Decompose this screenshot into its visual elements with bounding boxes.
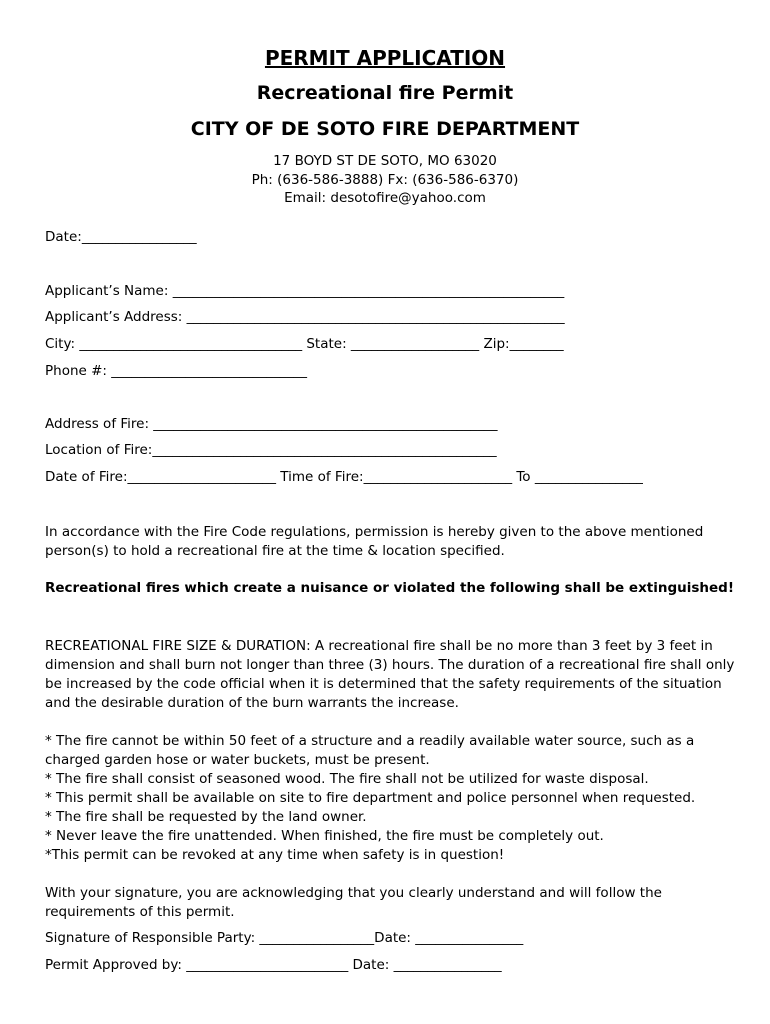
list-item: * The fire cannot be within 50 feet of a structure and a readily available water source, such as a charged garden hose or water buckets, must be present. [45,733,695,768]
list-item: *This permit can be revoked at any time when safety is in question! [45,847,505,863]
department-email: Email: desotofire@yahoo.com [284,190,486,206]
applicant-name-field[interactable]: Applicant’s Name: __________________________________________________________ [45,283,565,299]
acknowledgement-text: With your signature, you are acknowledging that you clearly understand and will follow the requirements of this permit. [45,885,662,920]
approved-by-signature-field[interactable]: Permit Approved by: ________________________ Date: ________________ [45,957,502,973]
phone-field[interactable]: Phone #: _____________________________ [45,363,308,379]
size-duration-text: RECREATIONAL FIRE SIZE & DURATION: A recreational fire shall be no more than 3 feet by 3 feet in dimension and shall burn not longer than three (3) hours. The duration of a recreational fire shall only be increased by the code official when it is determined that the safety requirements of the situation and the desirable duration of the burn warrants the increase. [45,638,735,711]
department-phone-fax: Ph: (636-586-3888) Fx: (636-586-6370) [251,172,519,188]
city-state-zip-field[interactable]: City: _________________________________ State: ___________________ Zip:________ [45,336,564,352]
list-item: * Never leave the fire unattended. When finished, the fire must be completely out. [45,828,604,844]
date-field[interactable]: Date:_________________ [45,229,197,245]
rules-list [45,732,735,865]
department-name: CITY OF DE SOTO FIRE DEPARTMENT [190,118,580,140]
fire-date-time-field[interactable]: Date of Fire:______________________ Time of Fire:______________________ To ________________ [45,469,643,485]
page-title: PERMIT APPLICATION [264,46,506,70]
permit-subtitle: Recreational fire Permit [256,82,514,104]
responsible-party-signature-field[interactable]: Signature of Responsible Party: _________________Date: ________________ [45,930,524,946]
list-item: * The fire shall be requested by the land owner. [45,809,367,825]
fire-location-field[interactable]: Location of Fire:___________________________________________________ [45,442,497,458]
fire-address-field[interactable]: Address of Fire: ___________________________________________________ [45,416,498,432]
list-item: * The fire shall consist of seasoned wood. The fire shall not be utilized for waste disposal. [45,771,649,787]
warning-text: Recreational fires which create a nuisance or violated the following shall be extinguished! [45,580,734,596]
applicant-address-field[interactable]: Applicant’s Address: ________________________________________________________ [45,309,565,325]
list-item: * This permit shall be available on site to fire department and police personnel when requested. [45,790,696,806]
permission-text: In accordance with the Fire Code regulations, permission is hereby given to the above mentioned person(s) to hold a recreational fire at the time & location specified. [45,524,704,559]
department-address: 17 BOYD ST DE SOTO, MO 63020 [273,153,497,169]
